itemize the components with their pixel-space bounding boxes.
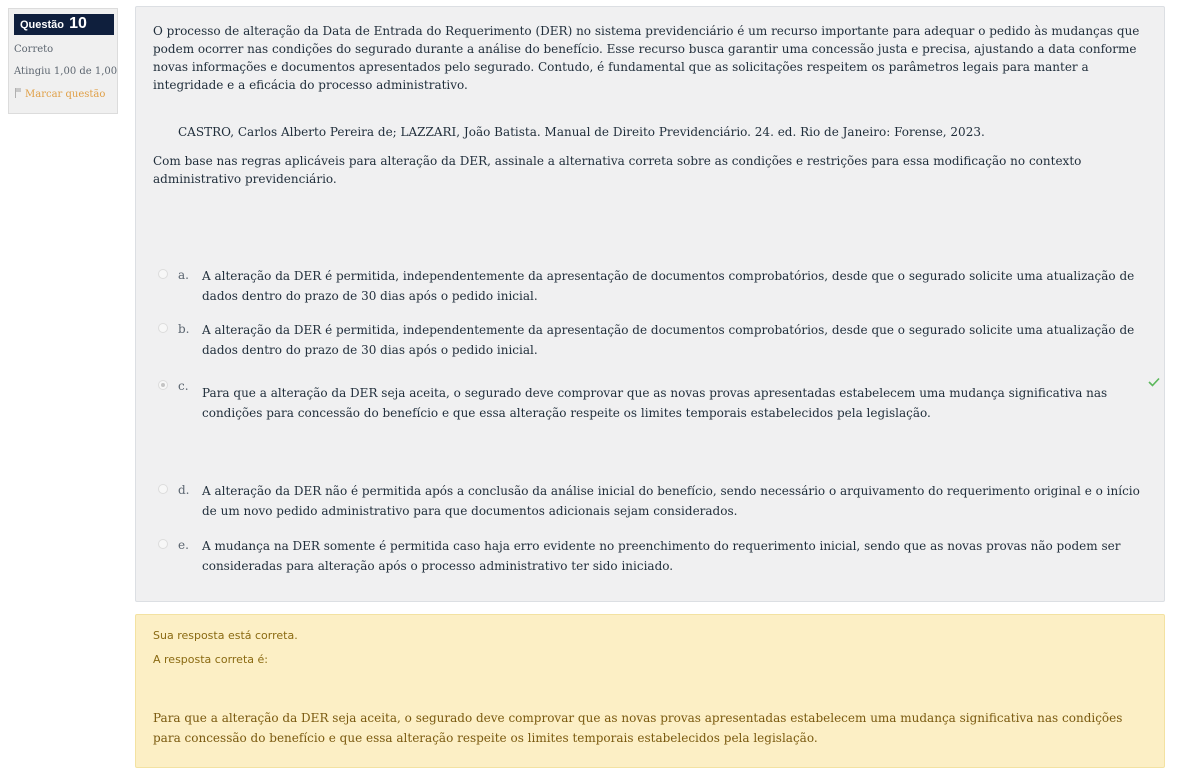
- answer-letter: a.: [178, 268, 189, 282]
- answer-radio-a[interactable]: [158, 269, 168, 279]
- answer-letter: e.: [178, 538, 189, 552]
- answer-text: A alteração da DER não é permitida após a conclusão da análise inicial do benefício, sendo necessário o arquivamento do requerimento original e o início de um novo pedido administrativo para que documentos adicionais sejam considerados.: [202, 484, 1140, 518]
- check-icon: [1148, 377, 1160, 387]
- answer-letter: b.: [178, 322, 190, 336]
- answer-text: A alteração da DER é permitida, independentemente da apresentação de documentos comprobatórios, desde que o segurado solicite uma atualização de dados dentro do prazo de 30 dias após o pedido inicial.: [202, 323, 1135, 357]
- answer-letter: c.: [178, 379, 189, 393]
- answer-radio-e[interactable]: [158, 539, 168, 549]
- feedback-result: Sua resposta está correta.: [153, 629, 298, 642]
- question-info: [8, 8, 118, 114]
- feedback-panel: [135, 614, 1165, 768]
- question-number: 10: [69, 15, 87, 32]
- answer-text: A mudança na DER somente é permitida caso haja erro evidente no preenchimento do requerimento inicial, sendo que as novas provas não podem ser consideradas para alteração após o processo administrativo ter sido iniciado.: [202, 539, 1121, 573]
- answer-text: Para que a alteração da DER seja aceita, o segurado deve comprovar que as novas provas apresentadas estabelecem uma mudança significativa nas condições para concessão do benefício e que essa alteração respeite os limites temporais estabelecidos pela legislação.: [202, 386, 1108, 420]
- question-grade: Atingiu 1,00 de 1,00: [14, 66, 118, 77]
- flag-question-label: Marcar questão: [25, 89, 106, 100]
- answer-radio-b[interactable]: [158, 323, 168, 333]
- question-label: Questão: [20, 19, 65, 31]
- question-text: O processo de alteração da Data de Entrada do Requerimento (DER) no sistema previdenciário é um recurso importante para adequar o pedido às mudanças que podem ocorrer nas condições do segurado durante a análise do benefício. Esse recurso busca garantir uma concessão justa e precisa, ajustando a data conforme novas informações e documentos apresentados pelo segurado. Contudo, é fundamental que as solicitações respeitem os parâmetros legais para manter a integridade e a eficácia do processo administrativo.: [153, 24, 1140, 92]
- answer-text: A alteração da DER é permitida, independentemente da apresentação de documentos comprobatórios, desde que o segurado solicite uma atualização de dados dentro do prazo de 30 dias após o pedido inicial.: [202, 269, 1135, 303]
- answer-radio-d[interactable]: [158, 484, 168, 494]
- question-content: [135, 6, 1165, 602]
- question-state: Correto: [14, 44, 54, 55]
- flag-question-link[interactable]: [14, 88, 112, 100]
- answer-radio-c[interactable]: [158, 380, 168, 390]
- answer-letter: d.: [178, 483, 190, 497]
- question-citation: CASTRO, Carlos Alberto Pereira de; LAZZARI, João Batista. Manual de Direito Previdenciário. 24. ed. Rio de Janeiro: Forense, 2023.: [178, 125, 985, 139]
- flag-icon: [14, 88, 22, 98]
- feedback-correct-label: A resposta correta é:: [153, 653, 268, 666]
- question-prompt: Com base nas regras aplicáveis para alteração da DER, assinale a alternativa correta sobre as condições e restrições para essa modificação no contexto administrativo previdenciário.: [153, 154, 1082, 186]
- feedback-correct-answer: Para que a alteração da DER seja aceita, o segurado deve comprovar que as novas provas apresentadas estabelecem uma mudança significativa nas condições para concessão do benefício e que essa alteração respeite os limites temporais estabelecidos pela legislação.: [153, 711, 1123, 745]
- question-number-badge: [14, 14, 114, 35]
